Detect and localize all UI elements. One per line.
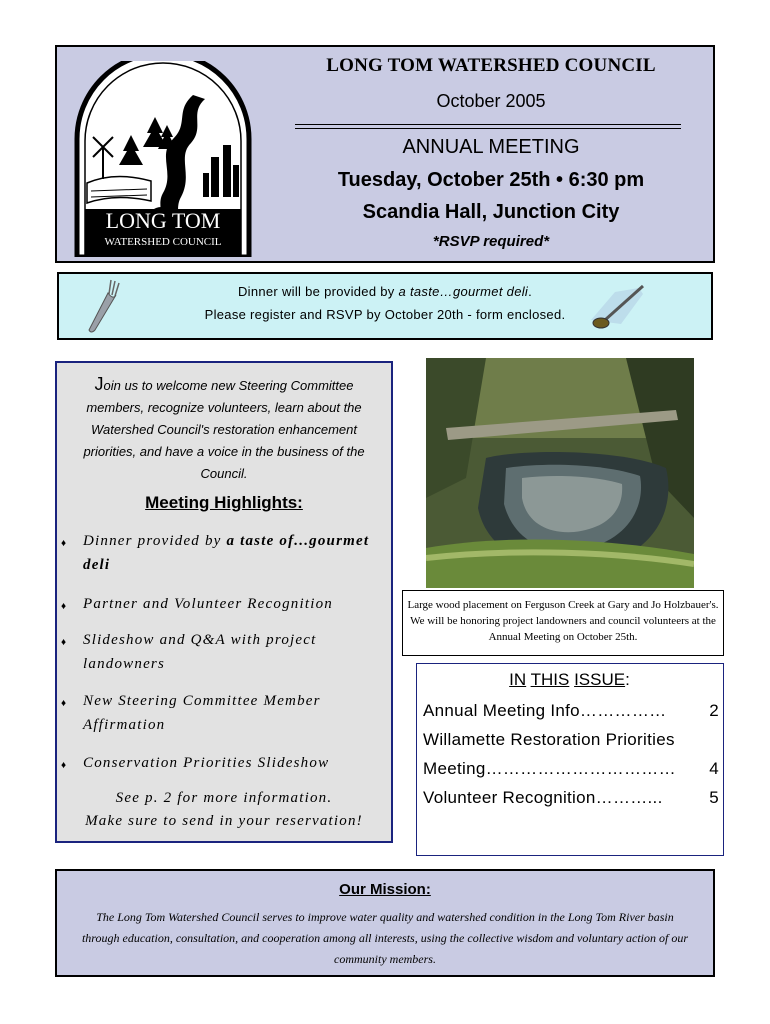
logo-line-2: WATERSHED COUNCIL xyxy=(104,236,222,248)
highlight-item: Slideshow and Q&A with project landowners xyxy=(83,632,317,672)
photo-caption: Large wood placement on Ferguson Creek at Gary and Jo Holzbauer's. We will be honoring project landowners and council volunteers at the Annual Meeting on October 25th. xyxy=(402,590,724,656)
highlight-item: Conservation Priorities Slideshow xyxy=(83,755,330,771)
bullet-icon: ♦ xyxy=(61,601,67,612)
council-title: LONG TOM WATERSHED COUNCIL xyxy=(326,55,656,76)
issue-month: October 2005 xyxy=(436,91,546,111)
header-divider xyxy=(295,124,681,125)
toc-entry[interactable]: Willamette Restoration Priorities xyxy=(423,730,675,749)
mission-box xyxy=(55,869,715,977)
bullet-icon: ♦ xyxy=(61,637,67,648)
bullet-icon: ♦ xyxy=(61,698,67,709)
ferguson-creek-photo xyxy=(426,358,694,588)
meeting-date-time: Tuesday, October 25th • 6:30 pm xyxy=(337,169,645,191)
meeting-heading: ANNUAL MEETING xyxy=(402,136,580,158)
mission-heading: Our Mission: xyxy=(339,881,431,898)
spoon-icon xyxy=(587,280,647,334)
newsletter-header xyxy=(55,45,715,263)
dinner-box xyxy=(57,272,713,340)
mission-statement: The Long Tom Watershed Council serves to improve water quality and watershed condition in the Long Tom River basin through education, consultation, and cooperation among all interests, using the collective wisdom and voluntary action of our community members. xyxy=(81,910,689,966)
header-divider xyxy=(295,128,681,129)
toc-entry[interactable]: Meeting…………………………… 4 xyxy=(423,759,719,778)
join-paragraph: Join us to welcome new Steering Committee members, recognize volunteers, learn about the Watershed Council's restoration enhancement priorities, and have a voice in the business of the Council. xyxy=(83,374,365,481)
bullet-icon: ♦ xyxy=(61,760,67,771)
highlights-heading: Meeting Highlights: xyxy=(145,493,303,512)
dinner-line-1: Dinner will be provided by a taste…gourmet deli. xyxy=(237,284,533,299)
logo-line-1: LONG TOM xyxy=(105,208,221,233)
meeting-highlights-box xyxy=(55,361,393,843)
toc-entry[interactable]: Volunteer Recognition………... 5 xyxy=(423,788,719,807)
highlight-item: Partner and Volunteer Recognition xyxy=(83,596,333,612)
more-info-note: See p. 2 for more information. Make sure to send in your reservation! xyxy=(85,790,363,829)
rsvp-note: *RSVP required* xyxy=(432,233,550,250)
meeting-location: Scandia Hall, Junction City xyxy=(362,201,620,223)
dinner-line-2: Please register and RSVP by October 20th - form enclosed. xyxy=(204,307,566,322)
highlight-item: New Steering Committee Member Affirmation xyxy=(83,693,321,733)
bullet-icon: ♦ xyxy=(61,538,67,549)
highlight-item: Dinner provided by a taste of...gourmet deli xyxy=(83,533,370,573)
in-this-issue-box xyxy=(416,663,724,856)
in-this-issue-heading: IN THIS ISSUE: xyxy=(509,670,630,689)
toc-entry[interactable]: Annual Meeting Info…………… 2 xyxy=(423,701,719,720)
